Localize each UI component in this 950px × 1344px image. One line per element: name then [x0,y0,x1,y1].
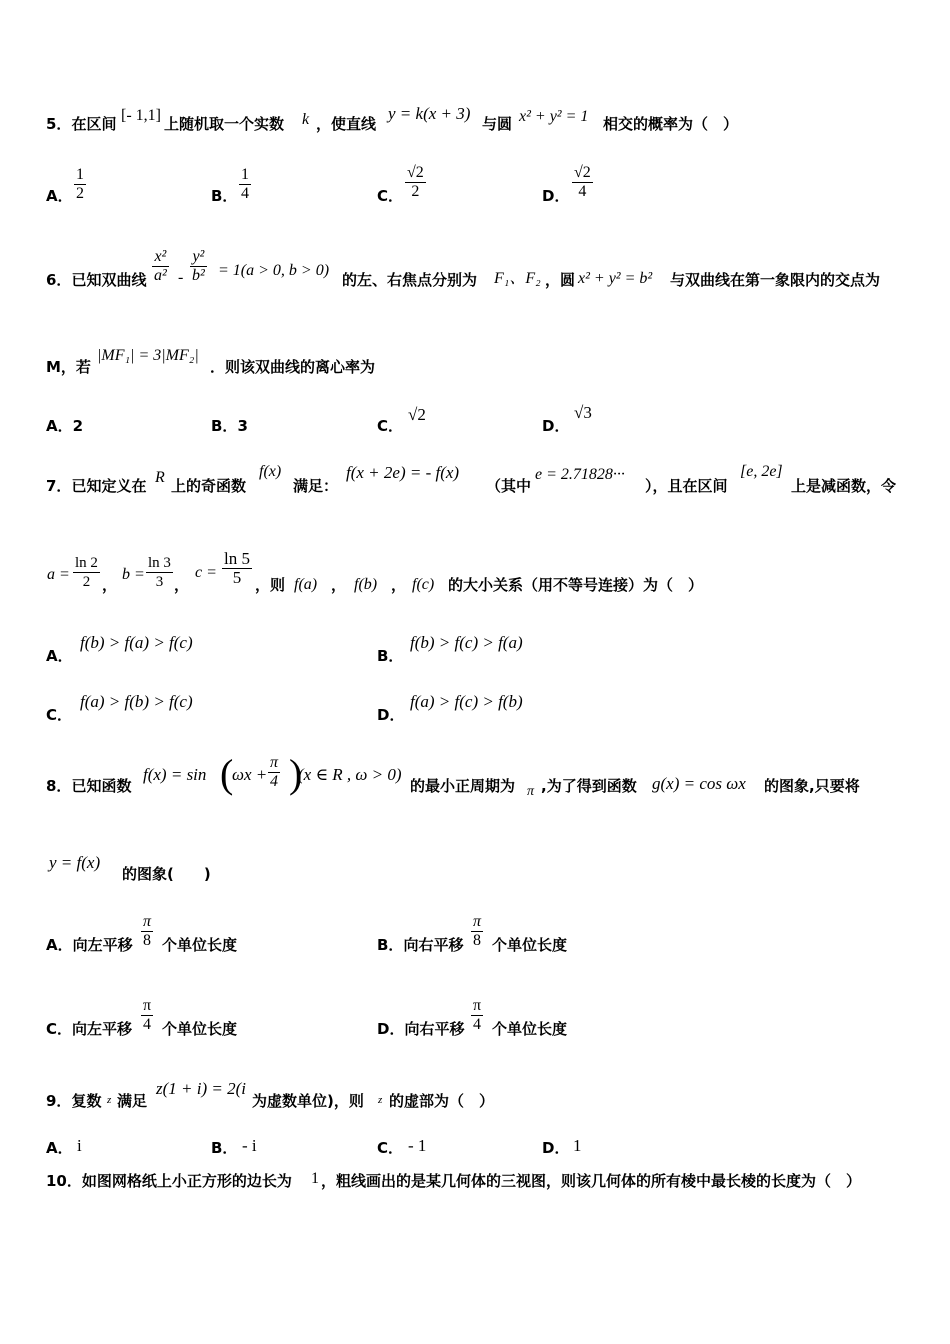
q9-stem [46,1091,101,1111]
q6-frac1-den: a² [154,267,167,284]
q8-text-4: 的图象,只要将 [764,777,860,795]
q6-frac-x2-a2 [152,248,169,285]
q7-b-num: ln 3 [148,555,171,571]
q7-condition: f(x + 2e) = - f(x) [346,463,460,482]
q8-option-c-post: 个单位长度 [162,1020,238,1038]
q6-option-b-label: B． [211,417,238,435]
q6-condition: |MF₁| = 3|MF₂| [97,347,199,364]
q6-frac2-den: b² [192,267,205,284]
q8-option-d-post: 个单位长度 [492,1020,568,1038]
q8-option-b-den: 8 [471,931,483,950]
q10-one: 1 [311,1170,319,1187]
q7-interval: [e, 2e] [740,463,783,480]
q9-text-3: 为虚数单位)，则 [252,1092,364,1110]
q5-number: 5． [46,115,72,133]
q8-option-a-pre: 向左平移 [72,936,133,954]
q8-option-a-fraction [141,913,153,950]
q9-equation: z(1 + i) = 2(i [156,1079,246,1098]
q8-paren-open: ( [220,751,234,796]
q5-option-b-den: 4 [241,185,249,202]
q7-text-7: ，则 [255,576,286,594]
q9-text-2: 满足 [117,1092,148,1110]
q10-number: 10． [46,1172,82,1190]
q8-option-d-den: 4 [471,1015,483,1034]
q5-option-b-fraction [239,166,251,203]
q7-text-1: 已知定义在 [71,477,147,495]
q8-option-d-label: D． [377,1020,405,1038]
q7-fb: f(b) [354,576,378,593]
q7-R: R [155,469,165,486]
q7-e-value: e = 2.71828··· [535,466,625,483]
q5-text-2: 上随机取一个实数 [164,115,285,133]
q8-option-a-label: A． [46,936,73,954]
q6-option-a-label: A． [46,417,73,435]
q9-option-d-value: 1 [573,1136,582,1155]
q6-option-a [46,416,83,436]
q9-option-d-label: D． [542,1139,570,1157]
q7-text-6: 上是减函数，令 [791,477,897,495]
q9-number: 9． [46,1092,72,1110]
q8-option-b-pre: 向右平移 [403,936,464,954]
q9-option-b-value: - i [242,1136,257,1155]
q8-option-a-num: π [143,913,152,930]
q6-circle-eq: x² + y² = b² [578,270,653,287]
q5-interval: [- 1,1] [121,107,161,124]
q8-option-c-fraction [141,997,153,1034]
q6-eq-condition: = 1(a > 0, b > 0) [218,262,330,279]
q8-pi-den: 4 [268,772,280,791]
q5-option-d-num: √2 [574,164,591,181]
q7-a-num: ln 2 [75,555,98,571]
q8-option-b [377,935,463,955]
q6-option-c-value: √2 [408,405,426,424]
q6-text-5: M，若 [46,358,91,376]
q6-frac-y2-b2 [190,248,207,285]
q9-option-a-label: A． [46,1139,73,1157]
q8-option-b-label: B． [377,936,404,954]
q9-z: z [107,1094,112,1106]
q5-text-4: 与圆 [482,115,513,133]
q7-a-lhs: a = [47,566,70,583]
q5-var-k: k [302,111,310,128]
q8-omega-x: ωx + [232,765,268,784]
q6-option-b [211,416,248,436]
q5-circle-eq: x² + y² = 1 [519,108,589,125]
q9-option-a-value: i [77,1136,82,1155]
q8-option-d-pre: 向右平移 [404,1020,465,1038]
q8-text-3: ,为了得到函数 [541,777,637,795]
q9-text-1: 复数 [71,1092,102,1110]
q7-fa: f(a) [294,576,318,593]
q6-option-a-value: 2 [72,417,84,435]
q8-f-lhs: f(x) = sin [143,765,207,784]
q9-option-c-value: - 1 [408,1136,427,1155]
q7-b-lhs: b = [122,566,145,583]
q9-option-c-label: C． [377,1139,404,1157]
q9-text-4: 的虚部为（ ） [389,1092,495,1110]
q8-number: 8． [46,777,72,795]
q5-option-c-fraction [405,164,426,201]
q6-text-3: ，圆 [545,271,576,289]
q7-c-lhs: c = [195,564,217,581]
q8-pi: π [527,784,535,799]
q5-text-3: ，使直线 [316,115,377,133]
q7-stem [46,476,146,496]
q5-text-5: 相交的概率为（ ） [603,115,739,133]
q10-text-2: ，粗线画出的是某几何体的三视图，则该几何体的所有棱中最长棱的长度为（ ） [321,1172,862,1190]
q7-c-num: ln 5 [224,549,250,568]
q8-option-a-den: 8 [141,931,153,950]
q5-option-d-label: D． [542,187,570,205]
q6-option-d-label: D． [542,417,570,435]
q7-text-2: 上的奇函数 [171,477,247,495]
q7-text-5: ），且在区间 [645,477,728,495]
q5-option-c-label: C． [377,187,404,205]
q8-option-d [377,1019,464,1039]
q8-pi-over-4 [268,754,280,791]
q7-text-3: 满足： [293,477,339,495]
q7-option-a-value: f(b) > f(a) > f(c) [80,633,193,652]
q8-option-b-post: 个单位长度 [492,936,568,954]
q7-option-d-label: D． [377,706,405,724]
q7-fx: f(x) [259,463,282,480]
q6-option-c-label: C． [377,417,404,435]
q8-option-c-pre: 向左平移 [72,1020,133,1038]
q8-g-eq: g(x) = cos ωx [652,774,746,793]
q6-foci: F₁、F₂ [494,270,541,287]
q6-text-6: ．则该双曲线的离心率为 [210,358,376,376]
q5-option-c-num: √2 [407,164,424,181]
q7-text-4: （其中 [486,477,532,495]
q5-option-a-label: A． [46,187,73,205]
q6-minus: - [178,269,184,286]
q7-comma-2: ， [174,576,190,594]
q8-domain: (x ∈ R , ω > 0) [298,765,402,784]
q7-number: 7． [46,477,72,495]
q6-text-1: 已知双曲线 [71,271,147,289]
q6-option-d-value: √3 [574,403,592,422]
q8-option-c [46,1019,132,1039]
q5-option-a-fraction [74,166,86,203]
q5-stem [46,114,116,134]
q7-fc: f(c) [412,576,435,593]
q6-frac1-num: x² [154,248,167,265]
q8-option-d-fraction [471,997,483,1034]
q6-stem [46,270,146,290]
q6-text-4: 与双曲线在第一象限内的交点为 [670,271,881,289]
q5-option-a-den: 2 [76,185,84,202]
q7-text-8: 的大小关系（用不等号连接）为（ ） [448,576,704,594]
q7-b-fraction [146,554,173,591]
q7-a-den: 2 [73,572,100,591]
q7-comma-3: ， [331,576,347,594]
q5-option-d-den: 4 [572,182,593,201]
q5-line-eq: y = k(x + 3) [388,104,471,123]
q5-option-b-num: 1 [241,166,249,183]
q10-text-1: 如图网格纸上小正方形的边长为 [81,1172,292,1190]
q7-comma-1: ， [102,576,118,594]
q10-stem [46,1171,292,1191]
q8-option-a [46,935,133,955]
q8-option-c-label: C． [46,1020,73,1038]
q9-option-b-label: B． [211,1139,238,1157]
q6-number: 6． [46,271,72,289]
q7-c-den: 5 [222,568,252,587]
q8-option-a-post: 个单位长度 [162,936,238,954]
q8-option-d-num: π [473,997,482,1014]
q5-option-b-label: B． [211,187,238,205]
q7-c-fraction [222,550,252,587]
q5-text-1: 在区间 [71,115,117,133]
q8-option-b-fraction [471,913,483,950]
q5-option-a-num: 1 [76,166,84,183]
q7-option-c-value: f(a) > f(b) > f(c) [80,692,193,711]
q7-option-b-label: B． [377,647,404,665]
q7-option-b-value: f(b) > f(c) > f(a) [410,633,523,652]
q5-option-c-den: 2 [405,182,426,201]
q8-stem [46,776,131,796]
q6-frac2-num: y² [192,248,205,265]
q7-option-a-label: A． [46,647,73,665]
q7-b-den: 3 [146,572,173,591]
q8-pi-num: π [270,754,279,771]
q8-paren-close: ) [289,751,303,796]
q8-text-1: 已知函数 [71,777,132,795]
q8-option-b-num: π [473,913,482,930]
q5-option-d-fraction [572,164,593,201]
q7-a-fraction [73,554,100,591]
q6-option-b-value: 3 [237,417,248,435]
q8-text-2: 的最小正周期为 [410,777,516,795]
q8-option-c-num: π [143,997,152,1014]
q6-text-2: 的左、右焦点分别为 [342,271,478,289]
q7-option-d-value: f(a) > f(c) > f(b) [410,692,523,711]
q9-z-2: z [378,1094,383,1106]
q8-y-eq: y = f(x) [49,853,101,872]
q8-option-c-den: 4 [141,1015,153,1034]
q8-text-5: 的图象( ) [122,865,211,883]
q7-option-c-label: C． [46,706,73,724]
q7-comma-4: ， [391,576,407,594]
